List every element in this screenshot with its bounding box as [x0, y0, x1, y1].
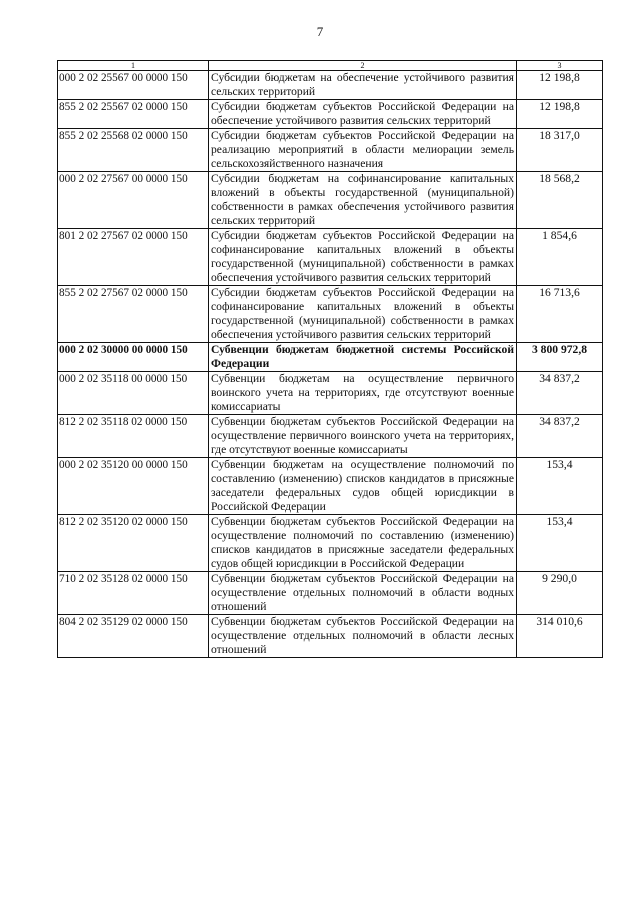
table-row	[58, 572, 603, 615]
table-row	[58, 343, 603, 372]
column-number-3: 3	[517, 61, 603, 71]
amount-cell: 34 837,2	[517, 415, 603, 458]
budget-code-cell: 855 2 02 25568 02 0000 150	[58, 129, 209, 172]
table-body	[58, 71, 603, 658]
budget-table	[57, 60, 603, 658]
description-cell: Субсидии бюджетам субъектов Российской Федерации на софинансирование капитальных вложений в объекты государственной (муниципальной) собственности в рамках обеспечения устойчивого развития сельских территорий	[209, 286, 517, 343]
amount-cell: 1 854,6	[517, 229, 603, 286]
budget-code-cell: 000 2 02 30000 00 0000 150	[58, 343, 209, 372]
description-cell: Субвенции бюджетам на осуществление полномочий по составлению (изменению) списков кандидатов в присяжные заседатели федеральных судов общей юрисдикции в Российской Федерации	[209, 458, 517, 515]
amount-cell: 34 837,2	[517, 372, 603, 415]
table-row	[58, 229, 603, 286]
budget-code-cell: 000 2 02 35118 00 0000 150	[58, 372, 209, 415]
amount-cell: 314 010,6	[517, 615, 603, 658]
description-cell: Субвенции бюджетам бюджетной системы Российской Федерации	[209, 343, 517, 372]
budget-code-cell: 804 2 02 35129 02 0000 150	[58, 615, 209, 658]
amount-cell: 3 800 972,8	[517, 343, 603, 372]
amount-cell: 16 713,6	[517, 286, 603, 343]
budget-code-cell: 855 2 02 27567 02 0000 150	[58, 286, 209, 343]
table-row	[58, 100, 603, 129]
page-number: 7	[316, 24, 324, 39]
budget-code-cell: 801 2 02 27567 02 0000 150	[58, 229, 209, 286]
column-number-2: 2	[209, 61, 517, 71]
table-row	[58, 458, 603, 515]
description-cell: Субсидии бюджетам субъектов Российской Федерации на софинансирование капитальных вложений в объекты государственной (муниципальной) собственности в рамках обеспечения устойчивого развития сельских территорий	[209, 229, 517, 286]
description-cell: Субсидии бюджетам на обеспечение устойчивого развития сельских территорий	[209, 71, 517, 100]
budget-code-cell: 855 2 02 25567 02 0000 150	[58, 100, 209, 129]
budget-code-cell: 000 2 02 35120 00 0000 150	[58, 458, 209, 515]
column-number-1: 1	[58, 61, 209, 71]
description-cell: Субсидии бюджетам на софинансирование капитальных вложений в объекты государственной (муниципальной) собственности в рамках обеспечения устойчивого развития сельских территорий	[209, 172, 517, 229]
table-row	[58, 286, 603, 343]
amount-cell: 153,4	[517, 515, 603, 572]
table-row	[58, 129, 603, 172]
description-cell: Субвенции бюджетам субъектов Российской Федерации на осуществление полномочий по составлению (изменению) списков кандидатов в присяжные заседатели федеральных судов общей юрисдикции в Российской Федерации	[209, 515, 517, 572]
description-cell: Субсидии бюджетам субъектов Российской Федерации на обеспечение устойчивого развития сельских территорий	[209, 100, 517, 129]
description-cell: Субсидии бюджетам субъектов Российской Федерации на реализацию мероприятий в области мелиорации земель сельскохозяйственного назначения	[209, 129, 517, 172]
table-row	[58, 372, 603, 415]
description-cell: Субвенции бюджетам на осуществление первичного воинского учета на территориях, где отсутствуют военные комиссариаты	[209, 372, 517, 415]
table-row	[58, 71, 603, 100]
budget-code-cell: 000 2 02 25567 00 0000 150	[58, 71, 209, 100]
description-cell: Субвенции бюджетам субъектов Российской Федерации на осуществление отдельных полномочий в области водных отношений	[209, 572, 517, 615]
table-row	[58, 415, 603, 458]
budget-code-cell: 812 2 02 35118 02 0000 150	[58, 415, 209, 458]
budget-code-cell: 000 2 02 27567 00 0000 150	[58, 172, 209, 229]
amount-cell: 18 568,2	[517, 172, 603, 229]
description-cell: Субвенции бюджетам субъектов Российской Федерации на осуществление отдельных полномочий в области лесных отношений	[209, 615, 517, 658]
budget-code-cell: 812 2 02 35120 02 0000 150	[58, 515, 209, 572]
amount-cell: 12 198,8	[517, 100, 603, 129]
table-row	[58, 615, 603, 658]
table-row	[58, 515, 603, 572]
description-cell: Субвенции бюджетам субъектов Российской Федерации на осуществление первичного воинского учета на территориях, где отсутствуют военные комиссариаты	[209, 415, 517, 458]
budget-code-cell: 710 2 02 35128 02 0000 150	[58, 572, 209, 615]
amount-cell: 18 317,0	[517, 129, 603, 172]
table-row	[58, 172, 603, 229]
amount-cell: 9 290,0	[517, 572, 603, 615]
column-number-row	[58, 61, 603, 71]
amount-cell: 153,4	[517, 458, 603, 515]
amount-cell: 12 198,8	[517, 71, 603, 100]
